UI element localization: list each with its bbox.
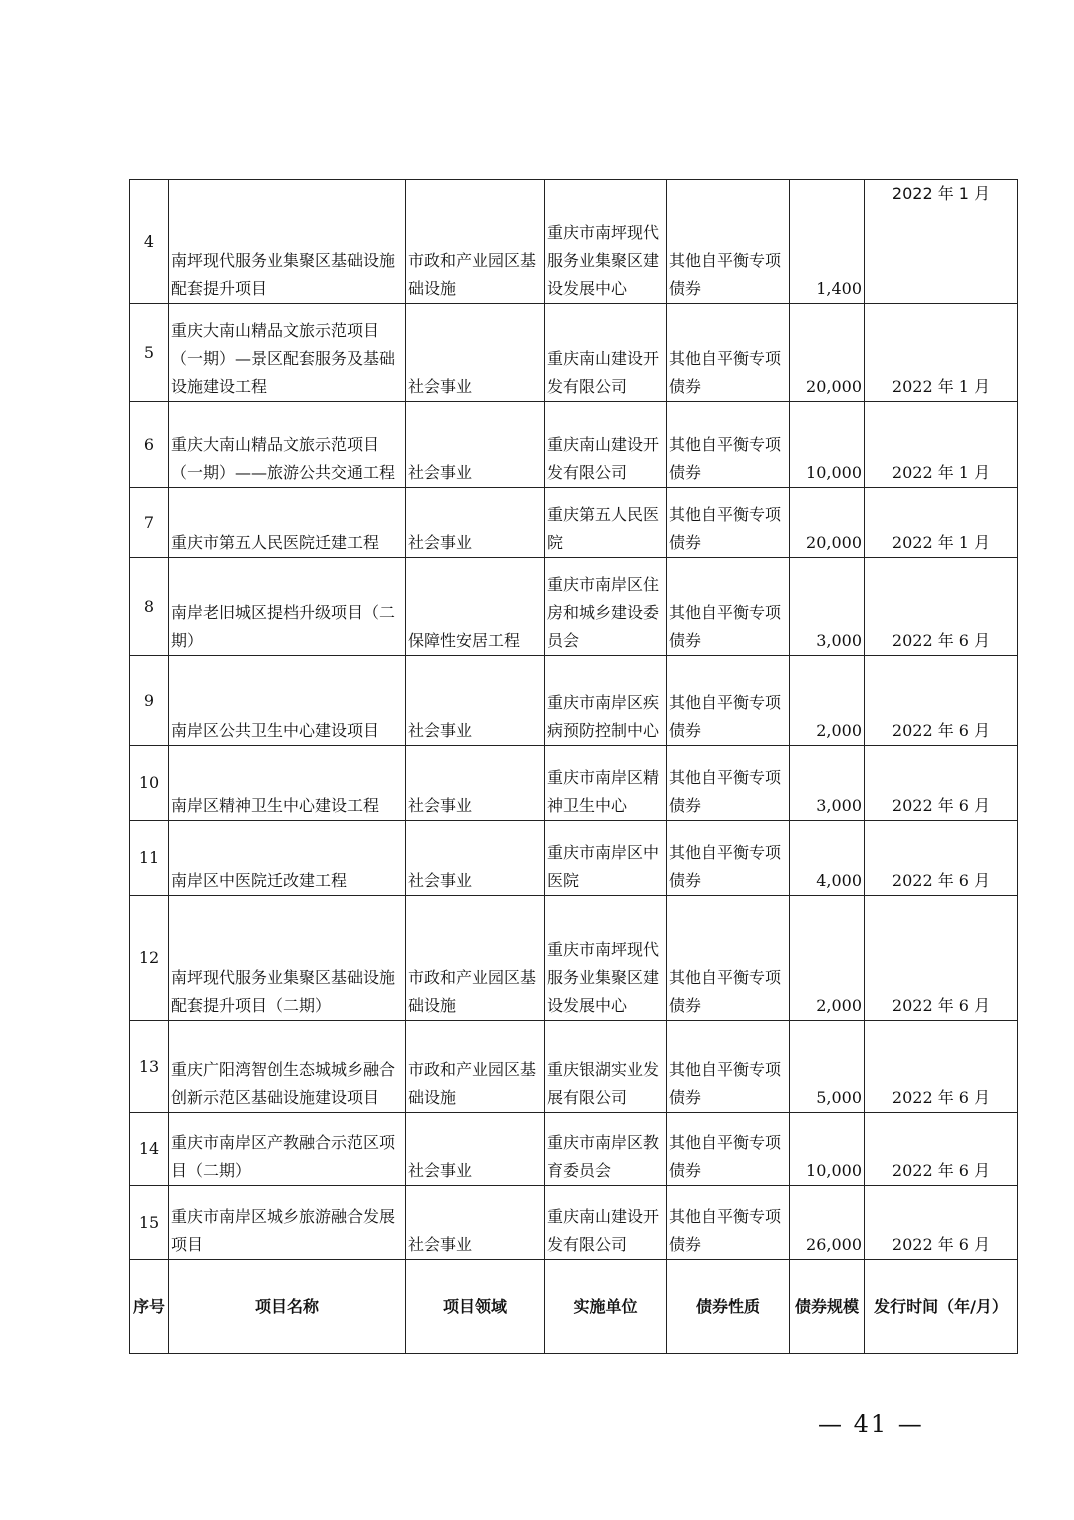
- header-date: 发行时间（年/月）: [865, 1260, 1018, 1354]
- row-number: 7: [130, 488, 169, 558]
- bond-type: 其他自平衡专项债券: [667, 488, 790, 558]
- row-number: 10: [130, 746, 169, 821]
- page-number: — 41 —: [818, 1410, 924, 1438]
- implementing-unit: 重庆市南坪现代服务业集聚区建设发展中心: [545, 896, 667, 1021]
- project-name: 重庆市南岸区城乡旅游融合发展项目: [169, 1186, 406, 1260]
- header-name: 项目名称: [169, 1260, 406, 1354]
- row-number: 15: [130, 1186, 169, 1260]
- project-name: 南岸区精神卫生中心建设工程: [169, 746, 406, 821]
- bond-amount: 20,000: [790, 488, 865, 558]
- implementing-unit: 重庆市南岸区住房和城乡建设委员会: [545, 558, 667, 656]
- row-number: 4: [130, 180, 169, 304]
- issue-date: 2022 年 6 月: [865, 1113, 1018, 1186]
- row-number: 6: [130, 402, 169, 488]
- project-name: 重庆大南山精品文旅示范项目（一期）—景区配套服务及基础设施建设工程: [169, 304, 406, 402]
- table-row: [130, 821, 1018, 896]
- implementing-unit: 重庆银湖实业发展有限公司: [545, 1021, 667, 1113]
- implementing-unit: 重庆市南岸区教育委员会: [545, 1113, 667, 1186]
- table-row: [130, 1113, 1018, 1186]
- table-row: [130, 896, 1018, 1021]
- row-number: 8: [130, 558, 169, 656]
- implementing-unit: 重庆南山建设开发有限公司: [545, 402, 667, 488]
- project-field: 社会事业: [406, 1186, 545, 1260]
- project-field: 社会事业: [406, 746, 545, 821]
- table-row: [130, 180, 1018, 304]
- project-field: 社会事业: [406, 821, 545, 896]
- issue-date: 2022 年 6 月: [865, 1186, 1018, 1260]
- project-field: 社会事业: [406, 488, 545, 558]
- bond-amount: 3,000: [790, 746, 865, 821]
- bond-amount: 2,000: [790, 656, 865, 746]
- project-field: 社会事业: [406, 656, 545, 746]
- bond-type: 其他自平衡专项债券: [667, 821, 790, 896]
- bond-type: 其他自平衡专项债券: [667, 1021, 790, 1113]
- project-field: 市政和产业园区基础设施: [406, 896, 545, 1021]
- row-number: 11: [130, 821, 169, 896]
- bond-project-table: [129, 179, 1018, 1354]
- bond-amount: 26,000: [790, 1186, 865, 1260]
- project-name: 重庆市第五人民医院迁建工程: [169, 488, 406, 558]
- bond-amount: 4,000: [790, 821, 865, 896]
- bond-amount: 10,000: [790, 402, 865, 488]
- header-unit: 实施单位: [545, 1260, 667, 1354]
- issue-date: 2022 年 6 月: [865, 1021, 1018, 1113]
- issue-date: 2022 年 6 月: [865, 896, 1018, 1021]
- project-name: 南岸区公共卫生中心建设项目: [169, 656, 406, 746]
- header-amount: 债券规模: [790, 1260, 865, 1354]
- issue-date: 2022 年 1 月: [865, 180, 1018, 304]
- header-no: 序号: [130, 1260, 169, 1354]
- issue-date: 2022 年 6 月: [865, 558, 1018, 656]
- project-name: 南岸老旧城区提档升级项目（二期）: [169, 558, 406, 656]
- row-number: 13: [130, 1021, 169, 1113]
- bond-type: 其他自平衡专项债券: [667, 656, 790, 746]
- issue-date: 2022 年 6 月: [865, 821, 1018, 896]
- implementing-unit: 重庆市南岸区中医院: [545, 821, 667, 896]
- issue-date: 2022 年 6 月: [865, 746, 1018, 821]
- table-header-row: [130, 1260, 1018, 1354]
- bond-type: 其他自平衡专项债券: [667, 746, 790, 821]
- table-row: [130, 558, 1018, 656]
- implementing-unit: 重庆南山建设开发有限公司: [545, 304, 667, 402]
- project-name: 南岸区中医院迁改建工程: [169, 821, 406, 896]
- bond-type: 其他自平衡专项债券: [667, 558, 790, 656]
- bond-type: 其他自平衡专项债券: [667, 1113, 790, 1186]
- bond-type: 其他自平衡专项债券: [667, 896, 790, 1021]
- implementing-unit: 重庆市南岸区疾病预防控制中心: [545, 656, 667, 746]
- implementing-unit: 重庆市南岸区精神卫生中心: [545, 746, 667, 821]
- row-number: 9: [130, 656, 169, 746]
- implementing-unit: 重庆市南坪现代服务业集聚区建设发展中心: [545, 180, 667, 304]
- issue-date: 2022 年 1 月: [865, 304, 1018, 402]
- bond-type: 其他自平衡专项债券: [667, 1186, 790, 1260]
- project-name: 重庆大南山精品文旅示范项目（一期）——旅游公共交通工程: [169, 402, 406, 488]
- bond-amount: 1,400: [790, 180, 865, 304]
- bond-type: 其他自平衡专项债券: [667, 402, 790, 488]
- table-row: [130, 402, 1018, 488]
- table-row: [130, 1186, 1018, 1260]
- project-name: 重庆市南岸区产教融合示范区项目（二期）: [169, 1113, 406, 1186]
- issue-date: 2022 年 1 月: [865, 402, 1018, 488]
- project-name: 南坪现代服务业集聚区基础设施配套提升项目（二期）: [169, 896, 406, 1021]
- header-field: 项目领域: [406, 1260, 545, 1354]
- project-field: 社会事业: [406, 304, 545, 402]
- issue-date: 2022 年 1 月: [865, 488, 1018, 558]
- bond-type: 其他自平衡专项债券: [667, 180, 790, 304]
- row-number: 14: [130, 1113, 169, 1186]
- implementing-unit: 重庆南山建设开发有限公司: [545, 1186, 667, 1260]
- bond-amount: 5,000: [790, 1021, 865, 1113]
- bond-amount: 3,000: [790, 558, 865, 656]
- project-field: 社会事业: [406, 402, 545, 488]
- project-field: 市政和产业园区基础设施: [406, 180, 545, 304]
- table-row: [130, 746, 1018, 821]
- implementing-unit: 重庆第五人民医院: [545, 488, 667, 558]
- project-name: 重庆广阳湾智创生态城城乡融合创新示范区基础设施建设项目: [169, 1021, 406, 1113]
- bond-amount: 2,000: [790, 896, 865, 1021]
- project-field: 保障性安居工程: [406, 558, 545, 656]
- bond-amount: 20,000: [790, 304, 865, 402]
- bond-type: 其他自平衡专项债券: [667, 304, 790, 402]
- project-field: 社会事业: [406, 1113, 545, 1186]
- table-row: [130, 656, 1018, 746]
- header-bond-type: 债券性质: [667, 1260, 790, 1354]
- row-number: 5: [130, 304, 169, 402]
- row-number: 12: [130, 896, 169, 1021]
- table-row: [130, 304, 1018, 402]
- project-field: 市政和产业园区基础设施: [406, 1021, 545, 1113]
- table-row: [130, 488, 1018, 558]
- issue-date: 2022 年 6 月: [865, 656, 1018, 746]
- project-name: 南坪现代服务业集聚区基础设施配套提升项目: [169, 180, 406, 304]
- table-row: [130, 1021, 1018, 1113]
- bond-amount: 10,000: [790, 1113, 865, 1186]
